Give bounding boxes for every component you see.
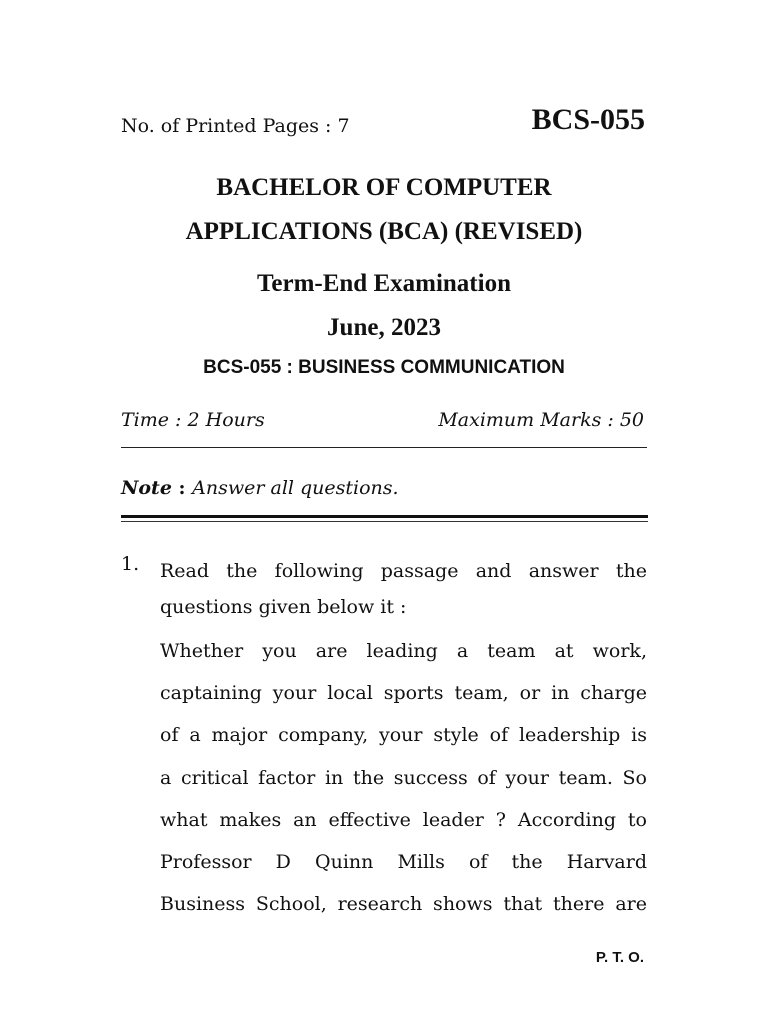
exam-date: June, 2023 [327,314,441,341]
exam-time: Time : 2 Hours [121,409,265,431]
passage-line: Whether you are leading a team at work, [160,640,647,662]
divider [121,447,647,448]
passage-line: of a major company, your style of leadership is [160,724,647,747]
question-text: Read the following passage and answer the questions given below it : [160,560,647,618]
passage-line: Business School, research shows that there are [160,893,647,916]
passage-line: what makes an effective leader ? According to [160,808,647,831]
passage-line: Professor D Quinn Mills of the Harvard [160,851,647,874]
degree-title-line-1: BACHELOR OF COMPUTER [216,174,552,201]
note-text: Answer all questions. [192,477,399,499]
printed-pages-count: No. of Printed Pages : 7 [121,115,350,137]
maximum-marks: Maximum Marks : 50 [438,409,644,431]
passage [160,630,647,925]
paper-code: BCS-055 [531,103,645,136]
note-label: Note [121,477,172,499]
please-turn-over: P. T. O. [595,949,644,966]
double-divider-thick [121,515,648,518]
note-colon: : [171,477,193,499]
question-number: 1. [121,553,140,575]
double-divider-thin [121,521,648,522]
degree-title-line-2: APPLICATIONS (BCA) (REVISED) [185,218,583,245]
course-title: BCS-055 : BUSINESS COMMUNICATION [203,357,565,378]
note [121,477,399,499]
passage-line: captaining your local sports team, or in charge [160,682,647,705]
passage-line: a critical factor in the success of your team. So [160,766,647,789]
exam-name: Term-End Examination [257,270,511,297]
